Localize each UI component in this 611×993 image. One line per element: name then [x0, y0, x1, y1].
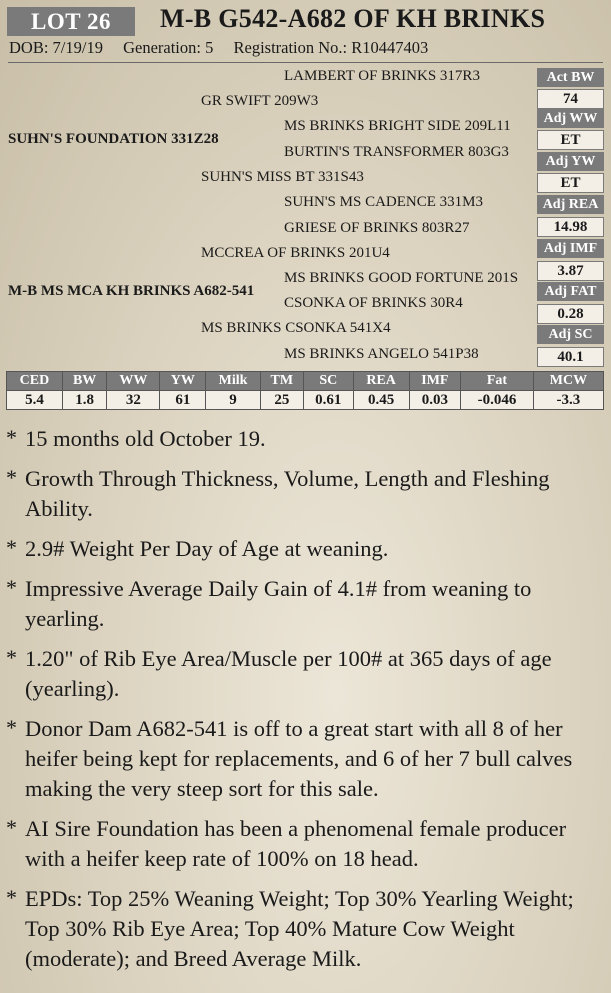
adj-value-ww: ET — [537, 130, 604, 150]
note-item — [6, 814, 606, 874]
pedigree-gg4: SUHN'S MS CADENCE 331M3 — [284, 194, 483, 210]
adj-label-ww: Adj WW — [537, 109, 604, 128]
pedigree-gg6: MS BRINKS GOOD FORTUNE 201S — [284, 270, 519, 286]
pedigree-dam-dam: MS BRINKS CSONKA 541X4 — [201, 320, 391, 336]
notes-list — [6, 424, 606, 984]
bullet-marker: * — [6, 715, 17, 740]
epd-value-milk: 9 — [206, 391, 260, 410]
note-item — [6, 574, 606, 634]
pedigree-gg3: BURTIN'S TRANSFORMER 803G3 — [284, 144, 509, 160]
note-text: Growth Through Thickness, Volume, Length and Fleshing Ability. — [25, 466, 550, 521]
epd-header-bw: BW — [62, 372, 107, 391]
note-item — [6, 644, 606, 704]
adj-value-bw: 74 — [537, 89, 604, 109]
epd-header-mcw: MCW — [533, 372, 603, 391]
epd-value-rea: 0.45 — [353, 391, 409, 410]
note-item — [6, 534, 606, 564]
adj-label-sc: Adj SC — [537, 325, 604, 344]
adj-value-fat: 0.28 — [537, 304, 604, 324]
adj-value-yw: ET — [537, 173, 604, 193]
epd-header-tm: TM — [260, 372, 303, 391]
adj-value-rea: 14.98 — [537, 217, 604, 237]
note-item — [6, 424, 606, 454]
bullet-marker: * — [6, 815, 17, 840]
adj-label-yw: Adj YW — [537, 152, 604, 171]
epd-value-yw: 61 — [160, 391, 206, 410]
adj-value-imf: 3.87 — [537, 261, 604, 281]
dob: DOB: 7/19/19 — [9, 38, 103, 57]
epd-table — [6, 371, 604, 410]
note-text: EPDs: Top 25% Weaning Weight; Top 30% Yearling Weight; Top 30% Rib Eye Area; Top 40% Mature Cow Weight (moderate); and Breed Average Milk. — [25, 886, 574, 971]
lot-number: LOT 26 — [7, 7, 135, 36]
generation: Generation: 5 — [123, 38, 214, 57]
bullet-marker: * — [6, 645, 17, 670]
note-text: Donor Dam A682-541 is off to a great start with all 8 of her heifer being kept for replacements, and 6 of her 7 bull calves making the very steep sort for this sale. — [25, 716, 573, 801]
pedigree-dam-sire: MCCREA OF BRINKS 201U4 — [201, 245, 390, 261]
epd-value-mcw: -3.3 — [533, 391, 603, 410]
note-text: AI Sire Foundation has been a phenomenal female producer with a heifer keep rate of 100% on 18 head. — [25, 816, 567, 871]
pedigree-gg8: MS BRINKS ANGELO 541P38 — [284, 346, 479, 362]
bullet-marker: * — [6, 465, 17, 490]
pedigree-dam: M-B MS MCA KH BRINKS A682-541 — [8, 283, 255, 299]
adj-label-bw: Act BW — [537, 68, 604, 87]
epd-value-row — [7, 391, 604, 410]
note-text: 15 months old October 19. — [25, 426, 266, 451]
bullet-marker: * — [6, 575, 17, 600]
epd-header-sc: SC — [303, 372, 353, 391]
note-item — [6, 464, 606, 524]
epd-value-tm: 25 — [260, 391, 303, 410]
pedigree-gg1: LAMBERT OF BRINKS 317R3 — [284, 68, 480, 84]
pedigree-gg7: CSONKA OF BRINKS 30R4 — [284, 295, 463, 311]
epd-header-ced: CED — [7, 372, 63, 391]
epd-value-ww: 32 — [107, 391, 160, 410]
epd-value-fat: -0.046 — [461, 391, 534, 410]
pedigree-gg5: GRIESE OF BRINKS 803R27 — [284, 220, 470, 236]
registration-info — [9, 38, 444, 58]
epd-header-fat: Fat — [461, 372, 534, 391]
pedigree-sire-sire: GR SWIFT 209W3 — [201, 93, 319, 109]
adj-label-fat: Adj FAT — [537, 282, 604, 301]
bullet-marker: * — [6, 425, 17, 450]
epd-header-milk: Milk — [206, 372, 260, 391]
adj-value-sc: 40.1 — [537, 347, 604, 367]
note-text: 1.20" of Rib Eye Area/Muscle per 100# at 365 days of age (yearling). — [25, 646, 552, 701]
epd-header-rea: REA — [353, 372, 409, 391]
epd-header-ww: WW — [107, 372, 160, 391]
note-item — [6, 714, 606, 804]
epd-header-yw: YW — [160, 372, 206, 391]
adj-label-imf: Adj IMF — [537, 239, 604, 258]
pedigree-sire: SUHN'S FOUNDATION 331Z28 — [8, 131, 219, 147]
bullet-marker: * — [6, 535, 17, 560]
epd-header-imf: IMF — [409, 372, 461, 391]
note-text: 2.9# Weight Per Day of Age at weaning. — [25, 536, 389, 561]
registration-number: Registration No.: R10447403 — [233, 38, 429, 57]
pedigree-divider — [8, 62, 603, 63]
epd-value-bw: 1.8 — [62, 391, 107, 410]
animal-name: M-B G542-A682 OF KH BRINKS — [160, 4, 546, 33]
note-text: Impressive Average Daily Gain of 4.1# from weaning to yearling. — [25, 576, 532, 631]
epd-value-ced: 5.4 — [7, 391, 63, 410]
note-item — [6, 884, 606, 974]
pedigree-gg2: MS BRINKS BRIGHT SIDE 209L11 — [284, 118, 511, 134]
epd-value-imf: 0.03 — [409, 391, 461, 410]
epd-header-row — [7, 372, 604, 391]
adj-label-rea: Adj REA — [537, 195, 604, 214]
bullet-marker: * — [6, 885, 17, 910]
epd-value-sc: 0.61 — [303, 391, 353, 410]
pedigree-sire-dam: SUHN'S MISS BT 331S43 — [201, 169, 364, 185]
